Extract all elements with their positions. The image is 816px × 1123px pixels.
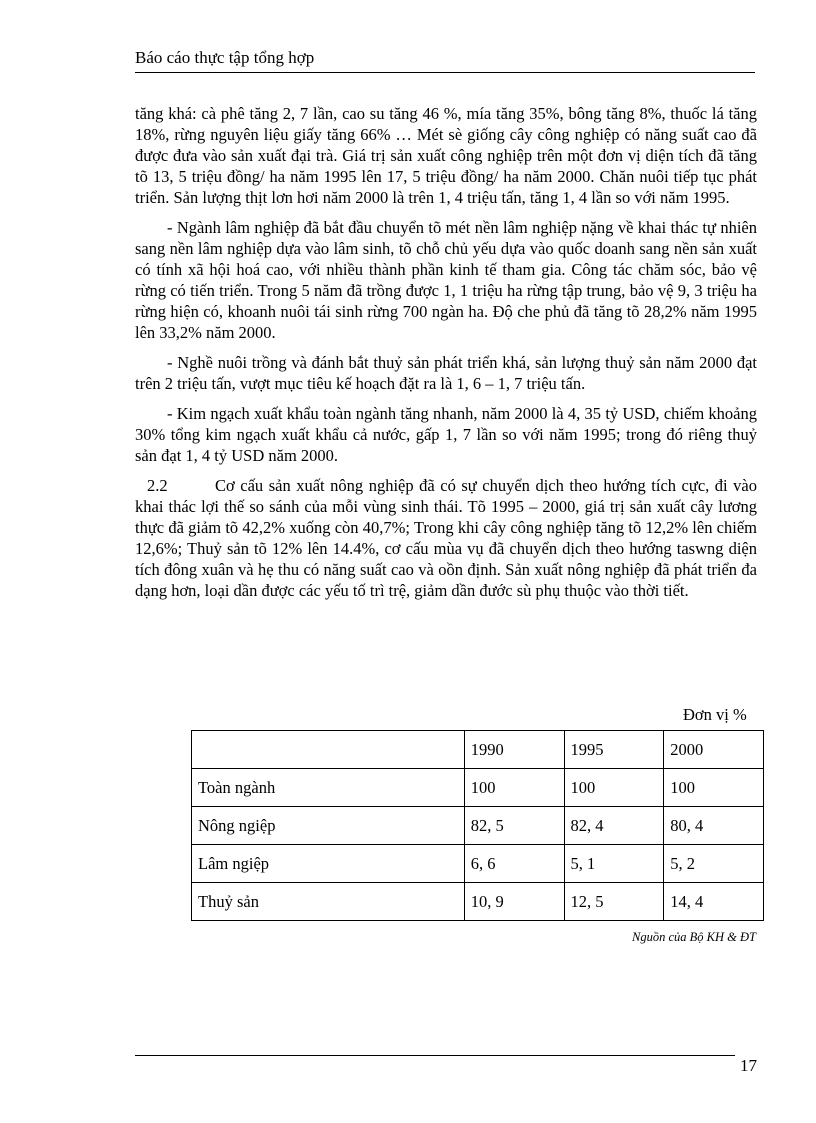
table-cell: Lâm ngiệp [192,845,465,883]
paragraph-1: tăng khá: cà phê tăng 2, 7 lần, cao su tăng 46 %, mía tăng 35%, bông tăng 8%, thuốc lá tăng 18%, rừng nguyên liệu giấy tăng 66% … Mét sè giống cây công nghiệp có năng suất cao đã được đưa vào sản xuất đại trà. Giá trị sản xuất công nghiệp trên một đơn vị diện tích đã tăng tõ 13, 5 triệu đồng/ ha năm 1995 lên 17, 5 triệu đồng/ ha năm 2000. Chăn nuôi tiếp tục phát triển. Sản lượng thịt lơn hơi năm 2000 là trên 1, 4 triệu tấn, tăng 1, 4 lần so với năm 1995. [135,104,757,207]
table-cell: 5, 2 [664,845,764,883]
paragraph-5-text: Cơ cấu sản xuất nông nghiệp đã có sự chuyển dịch theo hướng tích cực, đi vào khai thác lợi thế so sánh của mỗi vùng sinh thái. Tõ 1995 – 2000, giá trị sản xuất cây lương thực đã giảm tõ 42,2% xuống còn 40,7%; Trong khi cây công nghiệp tăng tõ 12,2% lên chiếm 12,6%; Thuỷ sản tõ 12% lên 14.4%, cơ cấu mùa vụ đã chuyển dịch theo hướng taswng diện tích đông xuân và hẹ thu có năng suất cao và oồn định. Sản xuất nông nghiệp đã phát triển đa dạng hơn, loại dần được các yếu tố trì trệ, giảm dần đước sù phụ thuộc vào thời tiết. [135,476,757,600]
table-header-cell: 2000 [664,731,764,769]
paragraph-5 [135,475,757,601]
table-row [192,769,764,807]
data-table [191,730,764,921]
table-cell: 100 [464,769,564,807]
table-unit: Đơn vị % [683,705,747,724]
table-cell: 10, 9 [464,883,564,921]
page-number: 17 [740,1056,757,1075]
header-title: Báo cáo thực tập tổng hợp [135,48,315,67]
paragraph-2: - Ngành lâm nghiệp đã bắt đầu chuyển tõ mét nền lâm nghiệp nặng về khai thác tự nhiên sang nền lâm nghiệp dựa vào lâm sinh, tõ chỗ chủ yếu dựa vào quốc doanh sang nền sản xuất có tính xã hội hoá cao, với nhiều thành phần kinh tế tham gia. Công tác chăm sóc, bảo vệ rừng có tiến triển. Trong 5 năm đã trồng được 1, 1 triệu ha rừng tập trung, bảo vệ 9, 3 triệu ha rừng hiện có, khoanh nuôi tái sinh rừng 700 ngàn ha. Độ che phủ đã tăng tõ 28,2% năm 1995 lên 33,2% năm 2000. [135,218,757,342]
table-header-cell [192,731,465,769]
table-cell: Toàn ngành [192,769,465,807]
table-cell: 82, 5 [464,807,564,845]
table-source: Nguồn của Bộ KH & ĐT [632,930,756,944]
table-cell: Thuỷ sản [192,883,465,921]
table-cell: 82, 4 [564,807,664,845]
paragraph-4: - Kim ngạch xuất khẩu toàn ngành tăng nhanh, năm 2000 là 4, 35 tỷ USD, chiếm khoảng 30% tổng kim ngạch xuất khẩu cả nước, gấp 1, 7 lần so với năm 1995; trong đó riêng thuỷ sản đạt 1, 4 tỷ USD năm 2000. [135,404,757,465]
table-header-cell: 1995 [564,731,664,769]
table-cell: 14, 4 [664,883,764,921]
table-header-cell: 1990 [464,731,564,769]
table-cell: 100 [664,769,764,807]
table-cell: 80, 4 [664,807,764,845]
table-header-row [192,731,764,769]
table-cell: 5, 1 [564,845,664,883]
paragraph-3: - Nghề nuôi trồng và đánh bắt thuỷ sản phát triển khá, sản lượng thuỷ sản năm 2000 đạt trên 2 triệu tấn, vượt mục tiêu kế hoạch đặt ra là 1, 6 – 1, 7 triệu tấn. [135,353,757,393]
table-cell: 100 [564,769,664,807]
table-cell: 6, 6 [464,845,564,883]
body-text [135,103,757,610]
table-row [192,883,764,921]
table-cell: Nông ngiệp [192,807,465,845]
table-cell: 12, 5 [564,883,664,921]
footer-divider [135,1055,735,1056]
page-header [135,48,755,73]
table-row [192,845,764,883]
table-row [192,807,764,845]
section-number: 2.2 [147,476,168,495]
